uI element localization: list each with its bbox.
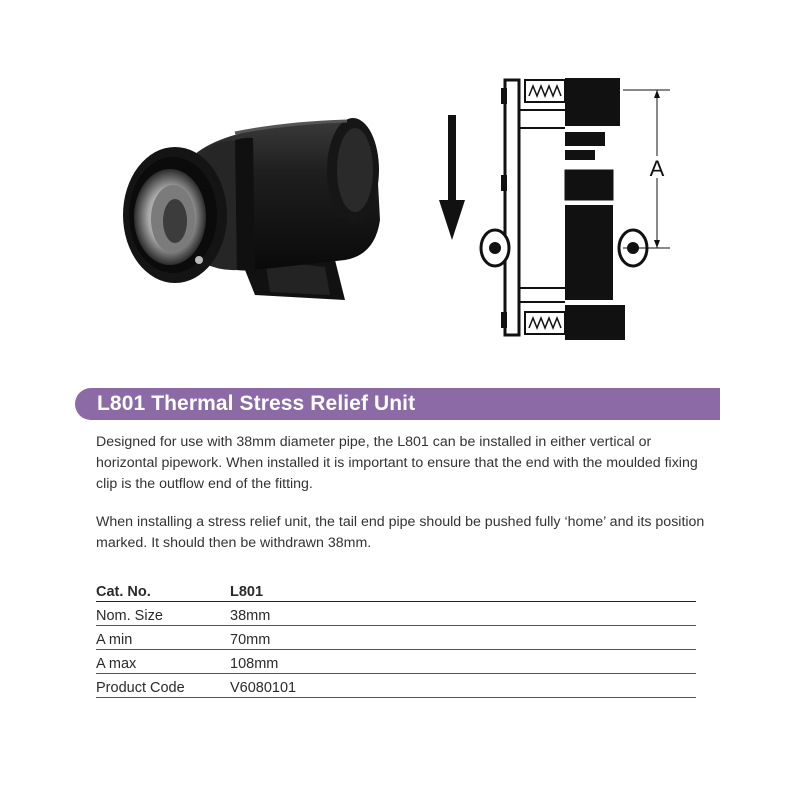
- table-row: [96, 674, 696, 698]
- flow-arrow-icon: [439, 115, 465, 240]
- spec-value: 108mm: [230, 650, 696, 674]
- dimension-label: A: [649, 156, 665, 181]
- technical-drawing: [425, 70, 705, 350]
- spec-value: 38mm: [230, 602, 696, 626]
- table-row: [96, 602, 696, 626]
- spec-label: Product Code: [96, 674, 230, 698]
- spec-header-value: L801: [230, 578, 696, 602]
- spec-value: V6080101: [230, 674, 696, 698]
- title-band: [75, 388, 720, 420]
- description-paragraph-1: Designed for use with 38mm diameter pipe, the L801 can be installed in either vertical or horizontal pipework. When installed it is important to ensure that the end with the moulded fixing clip is the outflow end of the fitting.: [96, 434, 698, 492]
- table-row: [96, 650, 696, 674]
- spec-label: Nom. Size: [96, 602, 230, 626]
- spec-table: [96, 578, 696, 698]
- spec-table-header: [96, 578, 696, 602]
- spec-value: 70mm: [230, 626, 696, 650]
- spec-header-label: Cat. No.: [96, 578, 230, 602]
- product-photo: [85, 95, 385, 325]
- table-row: [96, 626, 696, 650]
- spec-label: A min: [96, 626, 230, 650]
- spec-label: A max: [96, 650, 230, 674]
- description-paragraph-2: When installing a stress relief unit, the tail end pipe should be pushed fully ‘home’ and its position marked. It should then be withdrawn 38mm.: [96, 514, 705, 551]
- page-title: L801 Thermal Stress Relief Unit: [97, 392, 416, 415]
